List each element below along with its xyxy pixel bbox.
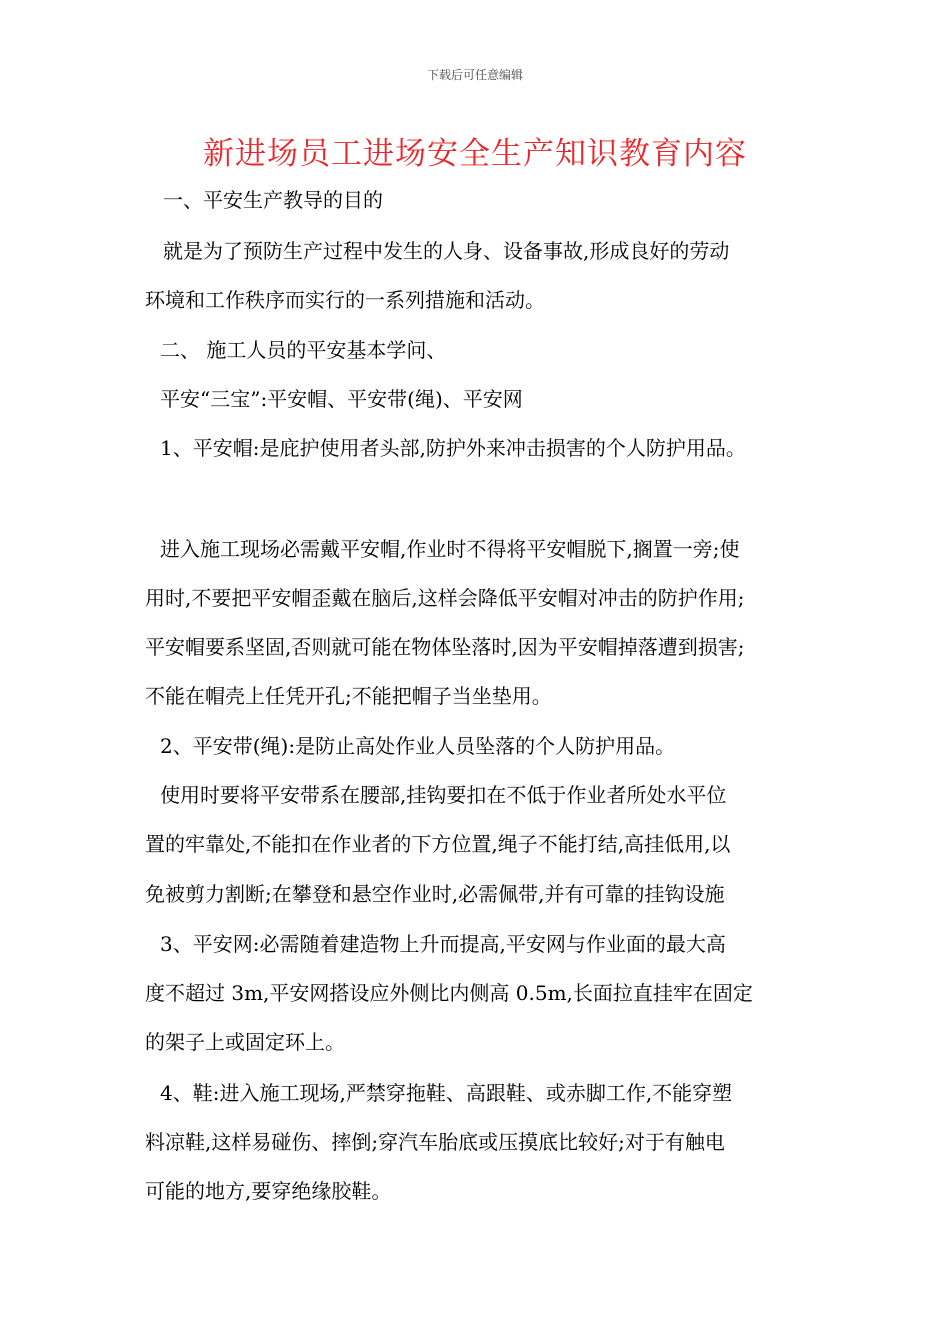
paragraph-line: 使用时要将平安带系在腰部,挂钩要扣在不低于作业者所处水平位: [160, 783, 727, 807]
paragraph-line: 料凉鞋,这样易碰伤、摔倒;穿汽车胎底或压摸底比较好;对于有触电: [145, 1130, 725, 1154]
item-heading-2: 2、平安带(绳):是防止高处作业人员坠落的个人防护用品。: [160, 734, 676, 758]
section-heading-2: 二、 施工人员的平安基本学问、: [160, 338, 447, 362]
paragraph-line: 平安“三宝”:平安帽、平安带(绳)、平安网: [160, 387, 523, 411]
paragraph-line: 就是为了预防生产过程中发生的人身、设备事故,形成良好的劳动: [163, 239, 730, 263]
item-heading-1: 1、平安帽:是庇护使用者头部,防护外来冲击损害的个人防护用品。: [160, 436, 746, 460]
paragraph-line: 的架子上或固定环上。: [145, 1030, 345, 1054]
paragraph-line: 进入施工现场必需戴平安帽,作业时不得将平安帽脱下,搁置一旁;使: [160, 537, 740, 561]
page-header: 下载后可任意编辑: [426, 68, 523, 82]
paragraph-line: 不能在帽壳上任凭开孔;不能把帽子当坐垫用。: [145, 684, 552, 708]
paragraph-line: 平安帽要系坚固,否则就可能在物体坠落时,因为平安帽掉落遭到损害;: [145, 635, 745, 659]
paragraph-line: 环境和工作秩序而实行的一系列措施和活动。: [145, 288, 545, 312]
paragraph-line: 可能的地方,要穿绝缘胶鞋。: [145, 1179, 392, 1203]
paragraph-line: 用时,不要把平安帽歪戴在脑后,这样会降低平安帽对冲击的防护作用;: [145, 586, 745, 610]
section-heading-1: 一、平安生产教导的目的: [163, 188, 383, 212]
document-title: 新进场员工进场安全生产知识教育内容: [203, 136, 747, 172]
paragraph-line: 免被剪力割断;在攀登和悬空作业时,必需佩带,并有可靠的挂钩设施: [145, 882, 725, 906]
item-heading-4: 4、鞋:进入施工现场,严禁穿拖鞋、高跟鞋、或赤脚工作,不能穿塑: [160, 1081, 733, 1105]
paragraph-line: 度不超过 3m,平安网搭设应外侧比内侧高 0.5m,长面拉直挂牢在固定: [145, 981, 753, 1005]
item-heading-3: 3、平安网:必需随着建造物上升而提高,平安网与作业面的最大高: [160, 932, 726, 956]
paragraph-line: 置的牢靠处,不能扣在作业者的下方位置,绳子不能打结,高挂低用,以: [145, 832, 731, 856]
